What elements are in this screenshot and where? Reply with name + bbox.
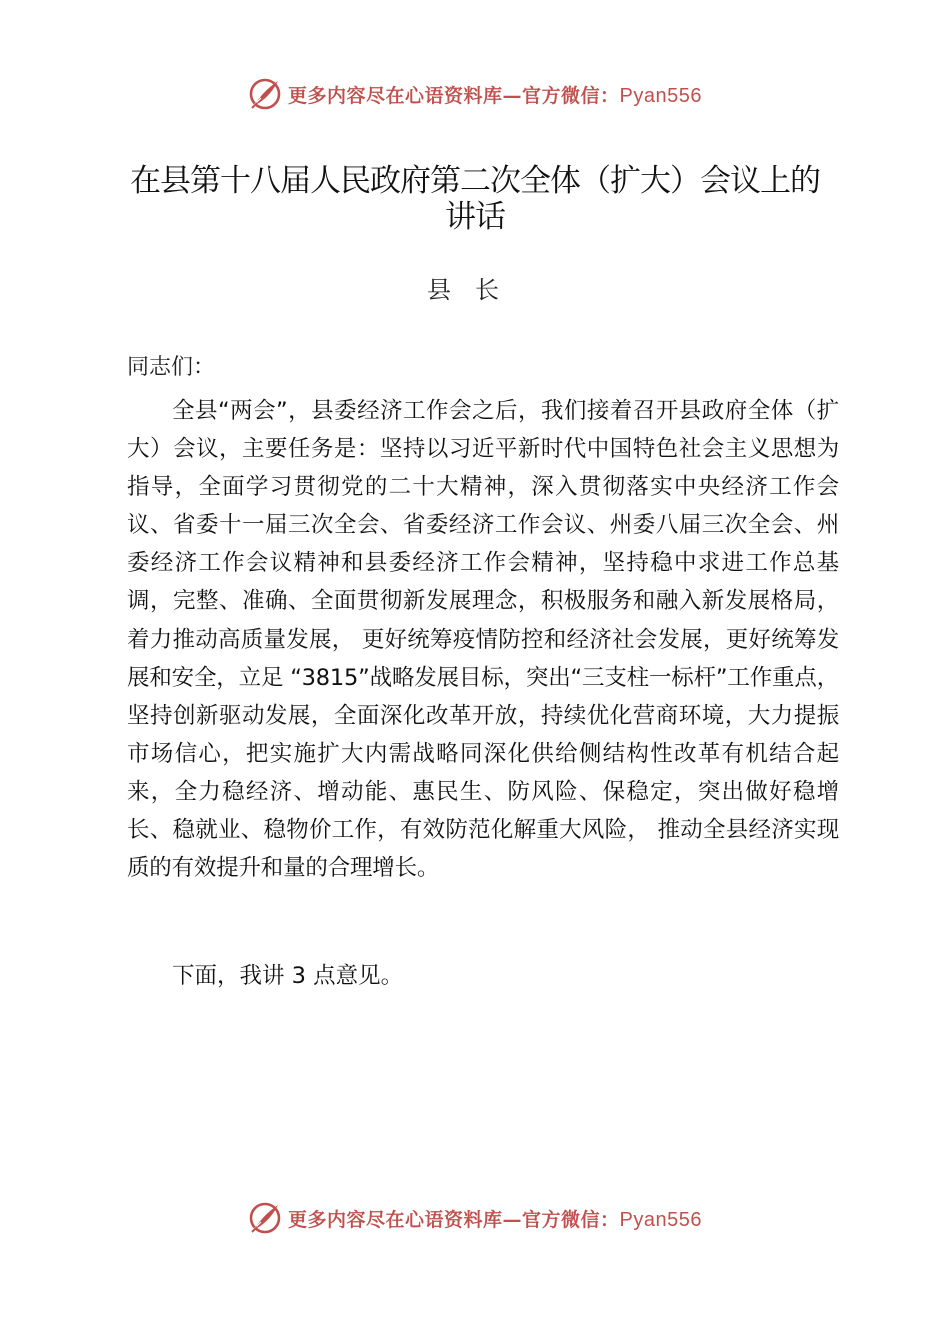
header-banner-cn: 更多内容尽在心语资料库—官方微信： (288, 84, 620, 107)
quill-pen-logo-icon (248, 77, 282, 111)
footer-banner-text (288, 1205, 702, 1232)
header-banner (0, 74, 950, 114)
footer-banner (0, 1198, 950, 1238)
salutation: 同志们： (127, 355, 216, 380)
footer-banner-cn: 更多内容尽在心语资料库—官方微信： (288, 1208, 620, 1231)
body-paragraph: 全县“两会”，县委经济工作会之后，我们接着召开县政府全体（扩大）会议，主要任务是：坚持以习近平新时代中国特色社会主义思想为指导，全面学习贯彻党的二十大精神，深入贯彻落实中央经济工作会议、省委十一届三次全会、省委经济工作会议、州委八届三次全会、州委经济工作会议精神和县委经济工作会精神，坚持稳中求进工作总基调，完整、准确、全面贯彻新发展理念，积极服务和融入新发展格局，着力推动高质量发展， 更好统筹疫情防控和经济社会发展，更好统筹发展和安全，立足 “3815”战略发展目标，突出“三支柱一标杆”工作重点，坚持创新驱动发展，全面深化改革开放，持续优化营商环境，大力提振市场信心，把实施扩大内需战略同深化供给侧结构性改革有机结合起来，全力稳经济、增动能、惠民生、防风险、保稳定，突出做好稳增长、稳就业、稳物价工作，有效防范化解重大风险， 推动全县经济实现质的有效提升和量的合理增长。 (127, 398, 839, 882)
document-title: 在县第十八届人民政府第二次全体（扩大）会议上的讲话 (130, 163, 820, 235)
body-paragraph-2: 下面，我讲 3 点意见。 (172, 963, 404, 989)
header-banner-wechat-id: Pyan556 (619, 84, 702, 107)
quill-pen-logo-icon (248, 1201, 282, 1235)
document-author: 县长 (427, 276, 523, 304)
header-banner-text (288, 81, 702, 108)
footer-banner-wechat-id: Pyan556 (619, 1208, 702, 1231)
